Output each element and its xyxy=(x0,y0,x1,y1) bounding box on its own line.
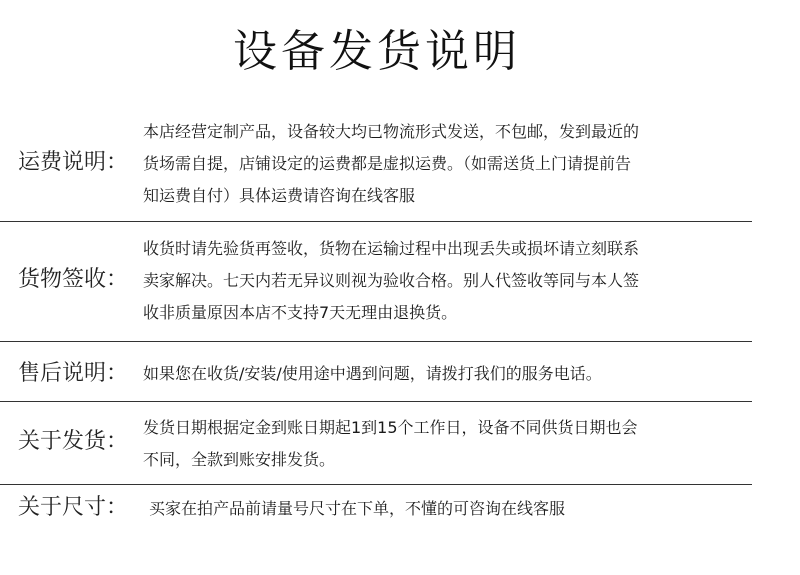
text-line: 卖家解决。七天内若无异议则视为验收合格。别人代签收等同与本人签 xyxy=(143,271,640,290)
after-sales-text xyxy=(143,358,748,390)
text-line: 知运费自付）具体运费请咨询在线客服 xyxy=(143,186,416,205)
shipping-text xyxy=(143,412,748,476)
divider xyxy=(0,341,752,342)
shipping-fee-label: 运费说明： xyxy=(18,150,129,175)
size-label: 关于尺寸： xyxy=(18,495,129,520)
after-sales-label: 售后说明： xyxy=(18,361,129,386)
text-line: 发货日期根据定金到账日期起1到15个工作日，设备不同供货日期也会 xyxy=(143,418,638,437)
text-line: 货场需自提，店铺设定的运费都是虚拟运费。（如需送货上门请提前告 xyxy=(143,154,632,173)
divider xyxy=(0,221,752,222)
divider xyxy=(0,401,752,402)
text-line: 收货时请先验货再签收，货物在运输过程中出现丢失或损坏请立刻联系 xyxy=(143,239,640,258)
text-line: 本店经营定制产品，设备较大均已物流形式发送，不包邮，发到最近的 xyxy=(143,122,640,141)
text-line: 如果您在收货/安装/使用途中遇到问题，请拨打我们的服务电话。 xyxy=(143,364,602,383)
shipping-label: 关于发货： xyxy=(18,429,129,454)
text-line: 不同，全款到账安排发货。 xyxy=(143,450,336,469)
text-line: 买家在拍产品前请量号尺寸在下单，不懂的可咨询在线客服 xyxy=(149,499,566,518)
size-text xyxy=(149,493,754,525)
goods-receipt-text xyxy=(143,233,748,329)
divider xyxy=(0,484,752,485)
text-line: 收非质量原因本店不支持7天无理由退换货。 xyxy=(143,303,458,322)
shipping-fee-text xyxy=(143,116,748,212)
page-title: 设备发货说明 xyxy=(233,26,521,77)
goods-receipt-label: 货物签收： xyxy=(18,267,129,292)
